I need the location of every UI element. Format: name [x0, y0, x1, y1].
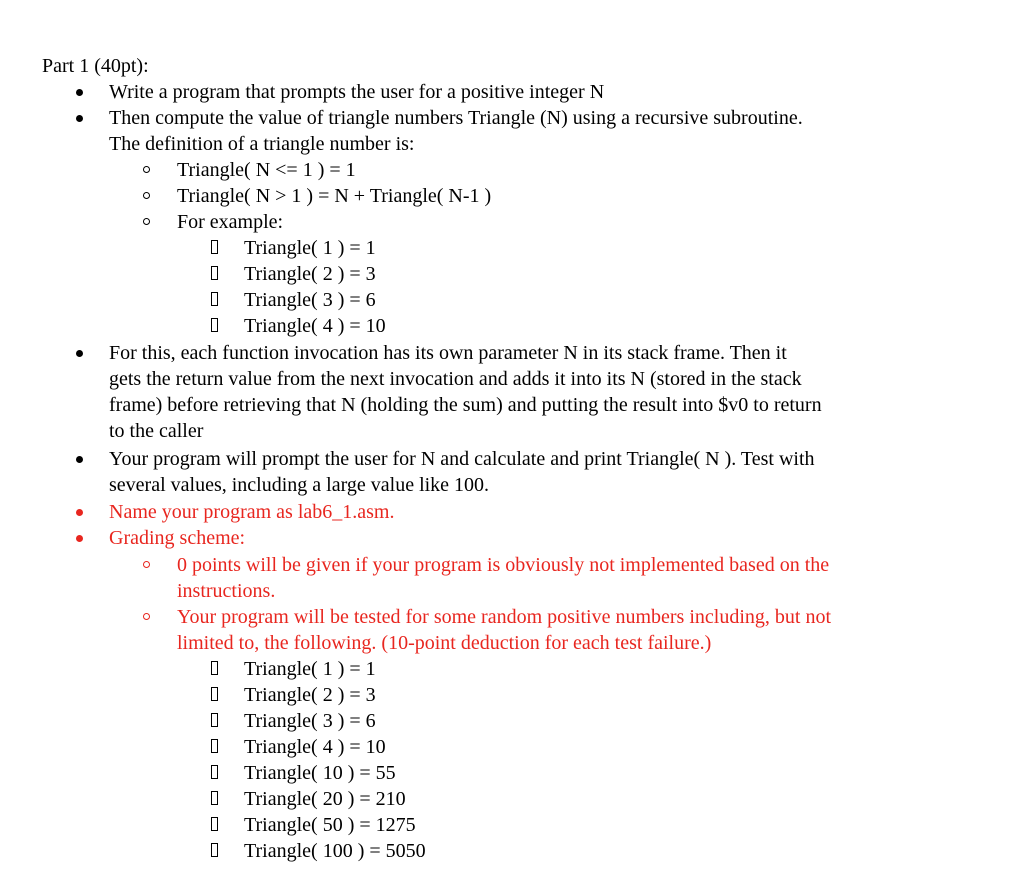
- sub-bullet-circle: [143, 561, 150, 568]
- example-4: Triangle( 4 ) = 10: [244, 315, 386, 337]
- bullet-3-line-4: to the caller: [109, 420, 204, 442]
- bullet-2-line-2: The definition of a triangle number is:: [109, 133, 415, 155]
- test-case: Triangle( 2 ) = 3: [244, 684, 376, 706]
- test-case: Triangle( 3 ) = 6: [244, 710, 376, 732]
- square-bullet-icon: [211, 739, 218, 753]
- square-bullet-icon: [211, 661, 218, 675]
- test-case: Triangle( 100 ) = 5050: [244, 840, 426, 862]
- grading-item-2-line-1: Your program will be tested for some random positive numbers including, but not: [177, 606, 831, 628]
- bullet-3-line-3: frame) before retrieving that N (holding the sum) and putting the result into $v0 to return: [109, 394, 822, 416]
- square-bullet-icon: [211, 240, 218, 254]
- example-1: Triangle( 1 ) = 1: [244, 237, 376, 259]
- test-case: Triangle( 20 ) = 210: [244, 788, 406, 810]
- bullet-dot: [76, 350, 83, 357]
- grading-item-1-line-1: 0 points will be given if your program is obviously not implemented based on the: [177, 554, 830, 576]
- sub-bullet-circle: [143, 613, 150, 620]
- bullet-3-line-2: gets the return value from the next invocation and adds it into its N (stored in the stack: [109, 368, 802, 390]
- bullet-dot: [76, 89, 83, 96]
- square-bullet-icon: [211, 817, 218, 831]
- example-2: Triangle( 2 ) = 3: [244, 263, 376, 285]
- test-case: Triangle( 1 ) = 1: [244, 658, 376, 680]
- sub-bullet-circle: [143, 218, 150, 225]
- bullet-dot: [76, 115, 83, 122]
- bullet-dot: [76, 535, 83, 542]
- bullet-dot: [76, 509, 83, 516]
- bullet-4-line-2: several values, including a large value like 100.: [109, 474, 490, 496]
- bullet-dot: [76, 456, 83, 463]
- part-heading: Part 1 (40pt):: [42, 55, 149, 77]
- square-bullet-icon: [211, 791, 218, 805]
- definition-item-2: Triangle( N > 1 ) = N + Triangle( N-1 ): [177, 185, 492, 207]
- grading-item-1-line-2: instructions.: [177, 580, 276, 602]
- program-name-note: Name your program as lab6_1.asm.: [109, 501, 395, 523]
- square-bullet-icon: [211, 713, 218, 727]
- example-3: Triangle( 3 ) = 6: [244, 289, 376, 311]
- definition-item-3: For example:: [177, 211, 284, 233]
- bullet-2-line-1: Then compute the value of triangle numbers Triangle (N) using a recursive subroutine.: [109, 107, 803, 129]
- test-case: Triangle( 50 ) = 1275: [244, 814, 416, 836]
- bullet-1-line-1: Write a program that prompts the user for a positive integer N: [109, 81, 605, 103]
- square-bullet-icon: [211, 843, 218, 857]
- test-case: Triangle( 4 ) = 10: [244, 736, 386, 758]
- bullet-3-line-1: For this, each function invocation has its own parameter N in its stack frame. Then it: [109, 342, 787, 364]
- sub-bullet-circle: [143, 166, 150, 173]
- bullet-4-line-1: Your program will prompt the user for N and calculate and print Triangle( N ). Test with: [109, 448, 815, 470]
- square-bullet-icon: [211, 266, 218, 280]
- square-bullet-icon: [211, 318, 218, 332]
- square-bullet-icon: [211, 292, 218, 306]
- square-bullet-icon: [211, 765, 218, 779]
- test-case: Triangle( 10 ) = 55: [244, 762, 396, 784]
- definition-item-1: Triangle( N <= 1 ) = 1: [177, 159, 356, 181]
- grading-scheme-heading: Grading scheme:: [109, 527, 246, 549]
- square-bullet-icon: [211, 687, 218, 701]
- sub-bullet-circle: [143, 192, 150, 199]
- grading-item-2-line-2: limited to, the following. (10-point deduction for each test failure.): [177, 632, 712, 654]
